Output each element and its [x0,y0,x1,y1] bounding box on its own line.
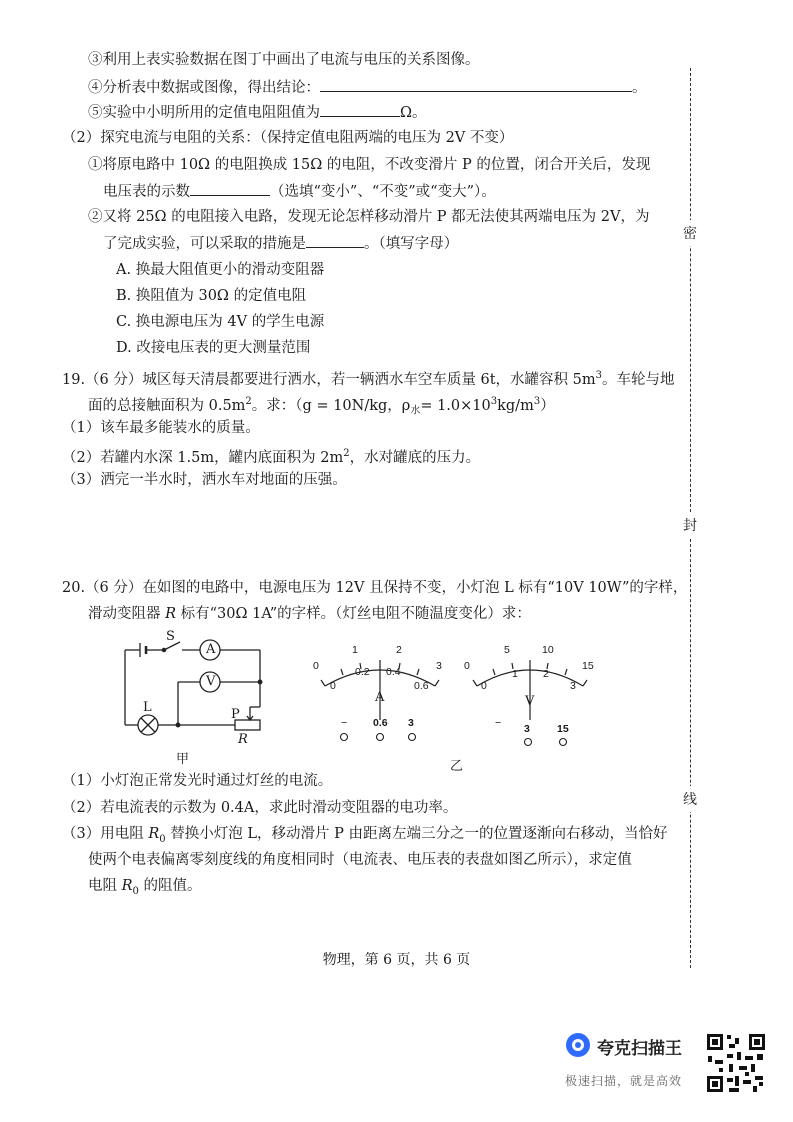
voltmeter-terminal-neg: − [495,717,502,729]
q18-p2-item1b [103,181,496,202]
voltmeter-outer-10: 10 [542,644,554,656]
q19-line1-b: 。车轮与地 [602,371,675,388]
q18-item3: ③利用上表实验数据在图丁中画出了电流与电压的关系图像。 [88,52,480,68]
caption-jia: 甲 [176,752,190,767]
q20-line2 [88,604,531,624]
q19-line2-b: 。求：（g = 10N/kg，ρ [251,397,411,414]
q20-line2-a: 滑动变阻器 [88,606,161,622]
q19-sub2-sup: 2 [343,448,350,459]
q20-sub3-line3 [88,876,202,902]
qr-code-icon[interactable] [705,1032,767,1094]
q18-option-c: C. 换电源电压为 4V 的学生电源 [116,314,325,330]
ammeter-terminal-knob [409,734,416,741]
ammeter-inner-2: 0.4 [386,666,401,678]
ammeter-terminals [335,730,425,744]
q20-sub3-b: 替换小灯泡 L，移动滑片 P 由距离左端三分之一的位置逐渐向右移动，当恰好 [170,826,668,842]
seal-char-feng: 封 [683,512,697,538]
label-switch: S [166,629,175,644]
q20-sub2: （2）若电流表的示数为 0.4A，求此时滑动变阻器的电功率。 [62,800,458,816]
q20-sub3-line3-a: 电阻 [88,878,117,894]
voltmeter-outer-15: 15 [582,660,594,672]
q19-line2-d: kg/m [497,397,534,414]
q18-item4-prefix: ④分析表中数据或图像，得出结论： [88,80,320,96]
q18-p2-item1b-prefix: 电压表的示数 [103,184,190,200]
ammeter-outer-2: 2 [396,644,402,656]
voltmeter-letter: V [525,694,535,709]
ammeter-inner-3: 0.6 [414,680,429,692]
q18-p2-item2b-prefix: 了完成实验，可以采取的措施是 [103,236,306,252]
q20-sub3-a: （3）用电阻 [62,826,144,842]
q18-item4-end: 。 [632,80,647,96]
ammeter-outer-1: 1 [352,644,358,656]
q18-p2-item1b-suffix: （选填“变小”、“不变”或“变大”）。 [270,184,496,200]
q19-sub1: （1）该车最多能装水的质量。 [62,420,260,436]
page-footer: 物理，第 6 页，共 6 页 [322,952,471,968]
voltmeter-inner-2: 2 [543,668,549,680]
q18-item4 [88,77,647,98]
q19-line1-sup: 3 [595,370,603,381]
q18-item4-blank[interactable] [320,77,632,92]
q19-sub2-b: ，水对罐底的压力。 [349,449,481,466]
ammeter-inner-0: 0 [330,680,336,692]
q18-p2-item2b-suffix: 。（填写字母） [364,236,459,252]
ammeter-inner-1: 0.2 [355,666,370,678]
q18-p2-item2b [103,233,458,254]
q18-item5 [88,102,427,123]
q20-sub3-line3-b: 的阻值。 [143,878,202,894]
q19-line2-a: 面的总接触面积为 0.5m [88,397,246,414]
q19-line2-sup: 2 [245,396,252,407]
q18-item5-blank[interactable] [320,102,400,117]
label-voltmeter: V [206,674,216,689]
q20-sub3-line3-r: R [121,878,133,894]
q19-line2-sup2: 3 [490,396,498,407]
ammeter-outer-0: 0 [313,660,319,672]
q18-p2-item1a: ①将原电路中 10Ω 的电阻换成 15Ω 的电阻，不改变滑片 P 的位置，闭合开关后，发现 [88,157,651,173]
q19-line1 [62,366,675,390]
label-slider: P [231,707,240,722]
circuit-diagram [110,632,280,752]
q18-option-a: A. 换最大阻值更小的滑动变阻器 [116,262,325,278]
voltmeter-outer-0: 0 [464,660,470,672]
q20-sub3 [62,824,667,850]
q18-p2-item1-blank[interactable] [190,181,270,196]
voltmeter-terminal-3: 3 [524,723,530,735]
caption-yi: 乙 [450,759,464,774]
voltmeter-inner-0: 0 [481,680,487,692]
q20-line2-b: 标有“30Ω 1A”的字样。（灯丝电阻不随温度变化）求： [180,606,531,622]
voltmeter-outer-5: 5 [504,644,510,656]
q19-line2-sup3: 3 [533,396,541,407]
q20-line2-r: R [165,606,177,622]
q19-line2-sub: 水 [410,405,421,417]
ammeter-terminal-3: 3 [408,717,414,729]
q18-p2-item2a: ②又将 25Ω 的电阻接入电路，发现无论怎样移动滑片 P 都无法使其两端电压为 2V，为 [88,209,650,225]
q20-sub3-line3-sub: 0 [132,885,139,897]
ammeter-terminal-06: 0.6 [373,717,388,729]
q19-line2-e: ） [540,397,555,414]
ammeter-letter: A [375,690,385,705]
q20-sub3-r: R [148,826,160,842]
q19-sub2 [62,444,480,468]
q20-sub3-sub: 0 [159,833,166,845]
q19-line1-a: 19.（6 分）城区每天清晨都要进行洒水，若一辆洒水车空车质量 6t，水罐容积 5m [62,371,596,388]
ammeter-terminal-knob [377,734,384,741]
voltmeter-terminal-knob [560,739,567,746]
seal-char-xian: 线 [683,786,697,812]
scanner-brand-slogan: 极速扫描，就是高效 [565,1074,683,1088]
seal-char-mi: 密 [683,220,697,246]
ammeter-outer-3: 3 [436,660,442,672]
voltmeter-terminal-15: 15 [557,723,569,735]
q18-option-d: D. 改接电压表的更大测量范围 [116,340,311,356]
label-rheostat: R [238,732,248,747]
voltmeter-terminal-knob [525,739,532,746]
q18-p2-item2-blank[interactable] [306,233,364,248]
quark-logo-icon [565,1032,591,1058]
label-ammeter: A [206,642,216,657]
ammeter-terminal-neg: − [341,717,348,729]
voltmeter-inner-3: 3 [570,680,576,692]
q20-line1: 20.（6 分）在如图的电路中，电源电压为 12V 且保持不变，小灯泡 L 标有“10V 10W”的字样， [62,580,688,596]
ammeter-terminal-knob [341,734,348,741]
q18-part2: （2）探究电流与电阻的关系：（保持定值电阻两端的电压为 2V 不变） [62,130,514,146]
q18-item5-unit: Ω。 [400,105,427,121]
q19-line2-c: = 1.0×10 [420,397,491,414]
q18-item5-prefix: ⑤实验中小明所用的定值电阻阻值为 [88,105,320,121]
q18-option-b: B. 换阻值为 30Ω 的定值电阻 [116,288,307,304]
voltmeter-terminals [520,736,580,748]
label-lamp: L [143,700,152,715]
voltmeter-inner-1: 1 [512,668,518,680]
scanner-brand-name: 夸克扫描王 [597,1039,682,1059]
q20-sub1: （1）小灯泡正常发光时通过灯丝的电流。 [62,773,333,789]
q19-sub3: （3）洒完一半水时，洒水车对地面的压强。 [62,472,347,488]
q20-sub3-line2: 使两个电表偏离零刻度线的角度相同时（电流表、电压表的表盘如图乙所示），求定值 [88,852,632,868]
q19-sub2-a: （2）若罐内水深 1.5m，罐内底面积为 2m [62,449,344,466]
